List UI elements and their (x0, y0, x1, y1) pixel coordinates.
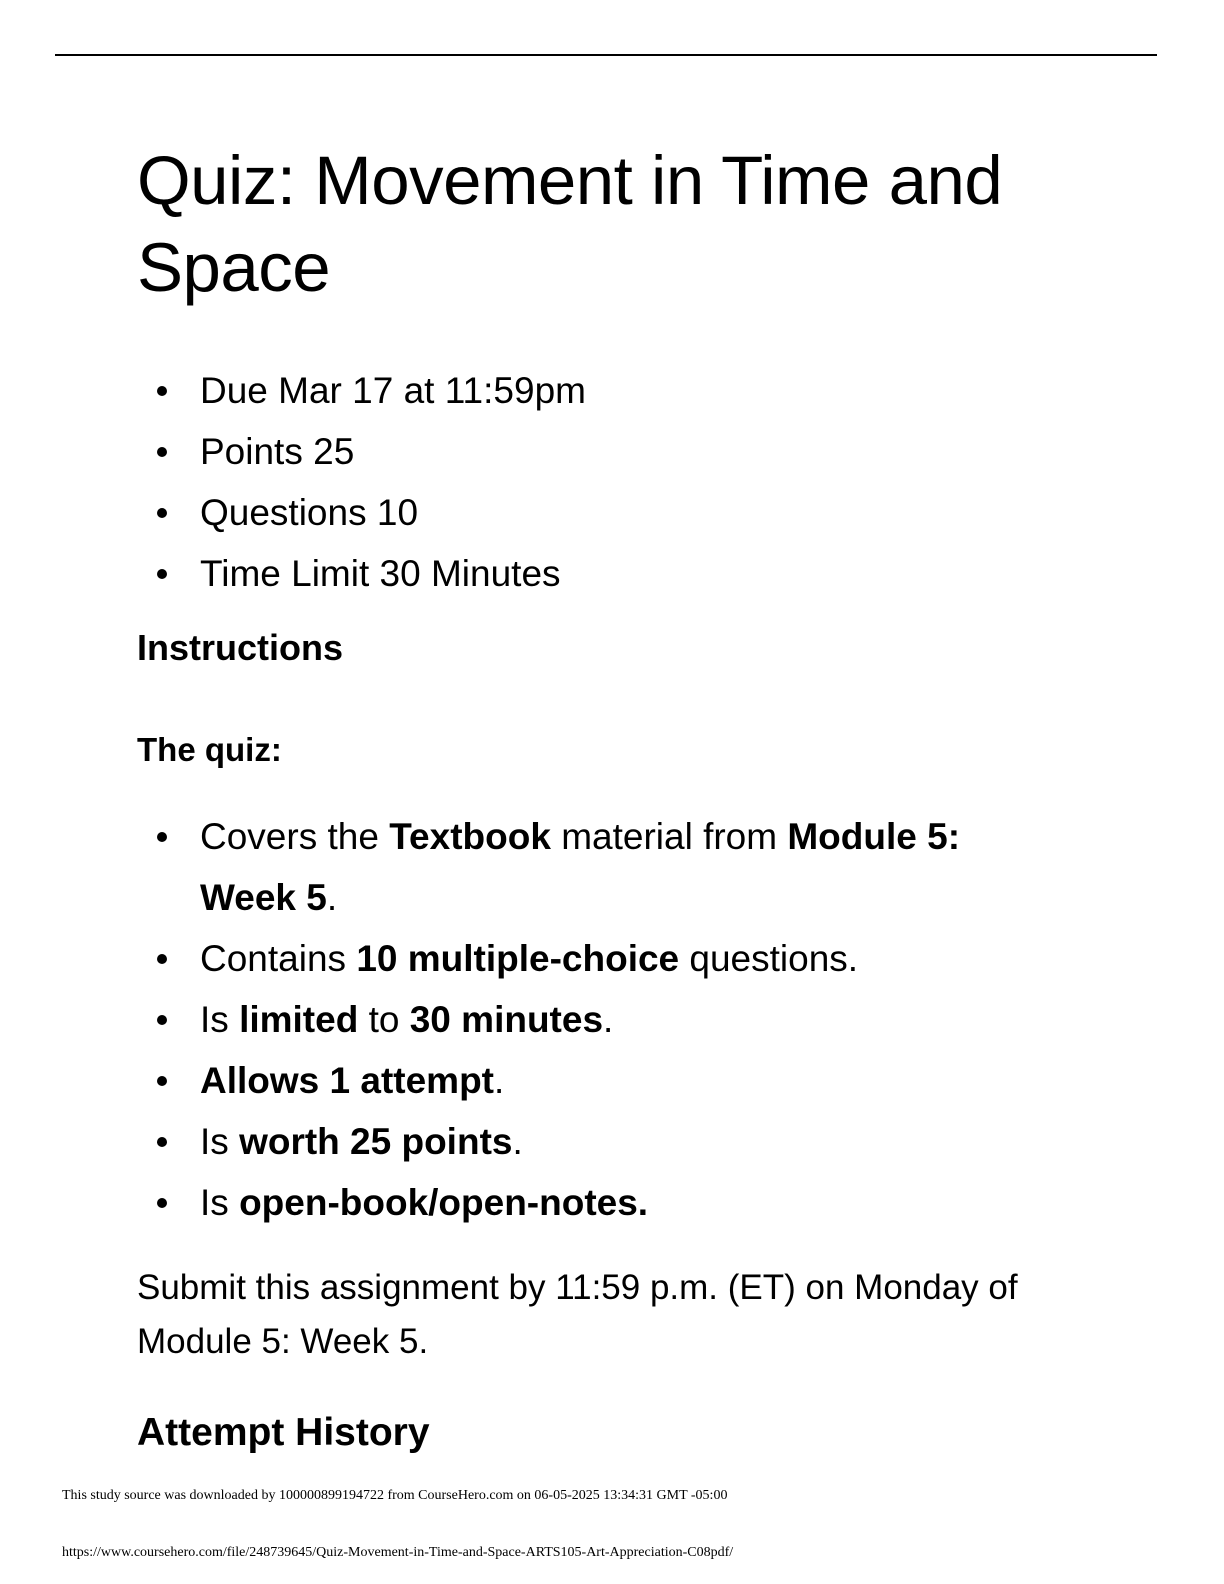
rule-points: Is worth 25 points. (137, 1111, 1097, 1172)
rule-open-book: Is open-book/open-notes. (137, 1172, 1097, 1233)
rule-attempts: Allows 1 attempt. (137, 1050, 1097, 1111)
page-title: Quiz: Movement in Time and Space (137, 142, 1003, 306)
detail-points: Points 25 (137, 421, 1097, 482)
rule-time-limit: Is limited to 30 minutes. (137, 989, 1097, 1050)
attempt-history-heading: Attempt History (137, 1411, 430, 1454)
detail-time-limit: Time Limit 30 Minutes (137, 543, 1097, 604)
instructions-heading: Instructions (137, 627, 344, 668)
quiz-rules-list (137, 806, 1097, 1233)
rule-question-count: Contains 10 multiple-choice questions. (137, 928, 1097, 989)
quiz-subheading: The quiz: (137, 731, 282, 768)
download-source-notice: This study source was downloaded by 100000899194722 from CourseHero.com on 06-05-2025 13:34:31 GMT -05:00 (62, 1488, 728, 1503)
top-divider (55, 54, 1157, 56)
source-url: https://www.coursehero.com/file/248739645/Quiz-Movement-in-Time-and-Space-ARTS105-Art-Appreciation-C08pdf/ (62, 1545, 734, 1560)
detail-due: Due Mar 17 at 11:59pm (137, 360, 1097, 421)
submit-deadline-text: Submit this assignment by 11:59 p.m. (ET) on Monday of Module 5: Week 5. (137, 1268, 1018, 1361)
detail-questions: Questions 10 (137, 482, 1097, 543)
quiz-details-list (137, 360, 1097, 604)
rule-covers-material: Covers the Textbook material from Module 5: Week 5. (137, 806, 1040, 928)
